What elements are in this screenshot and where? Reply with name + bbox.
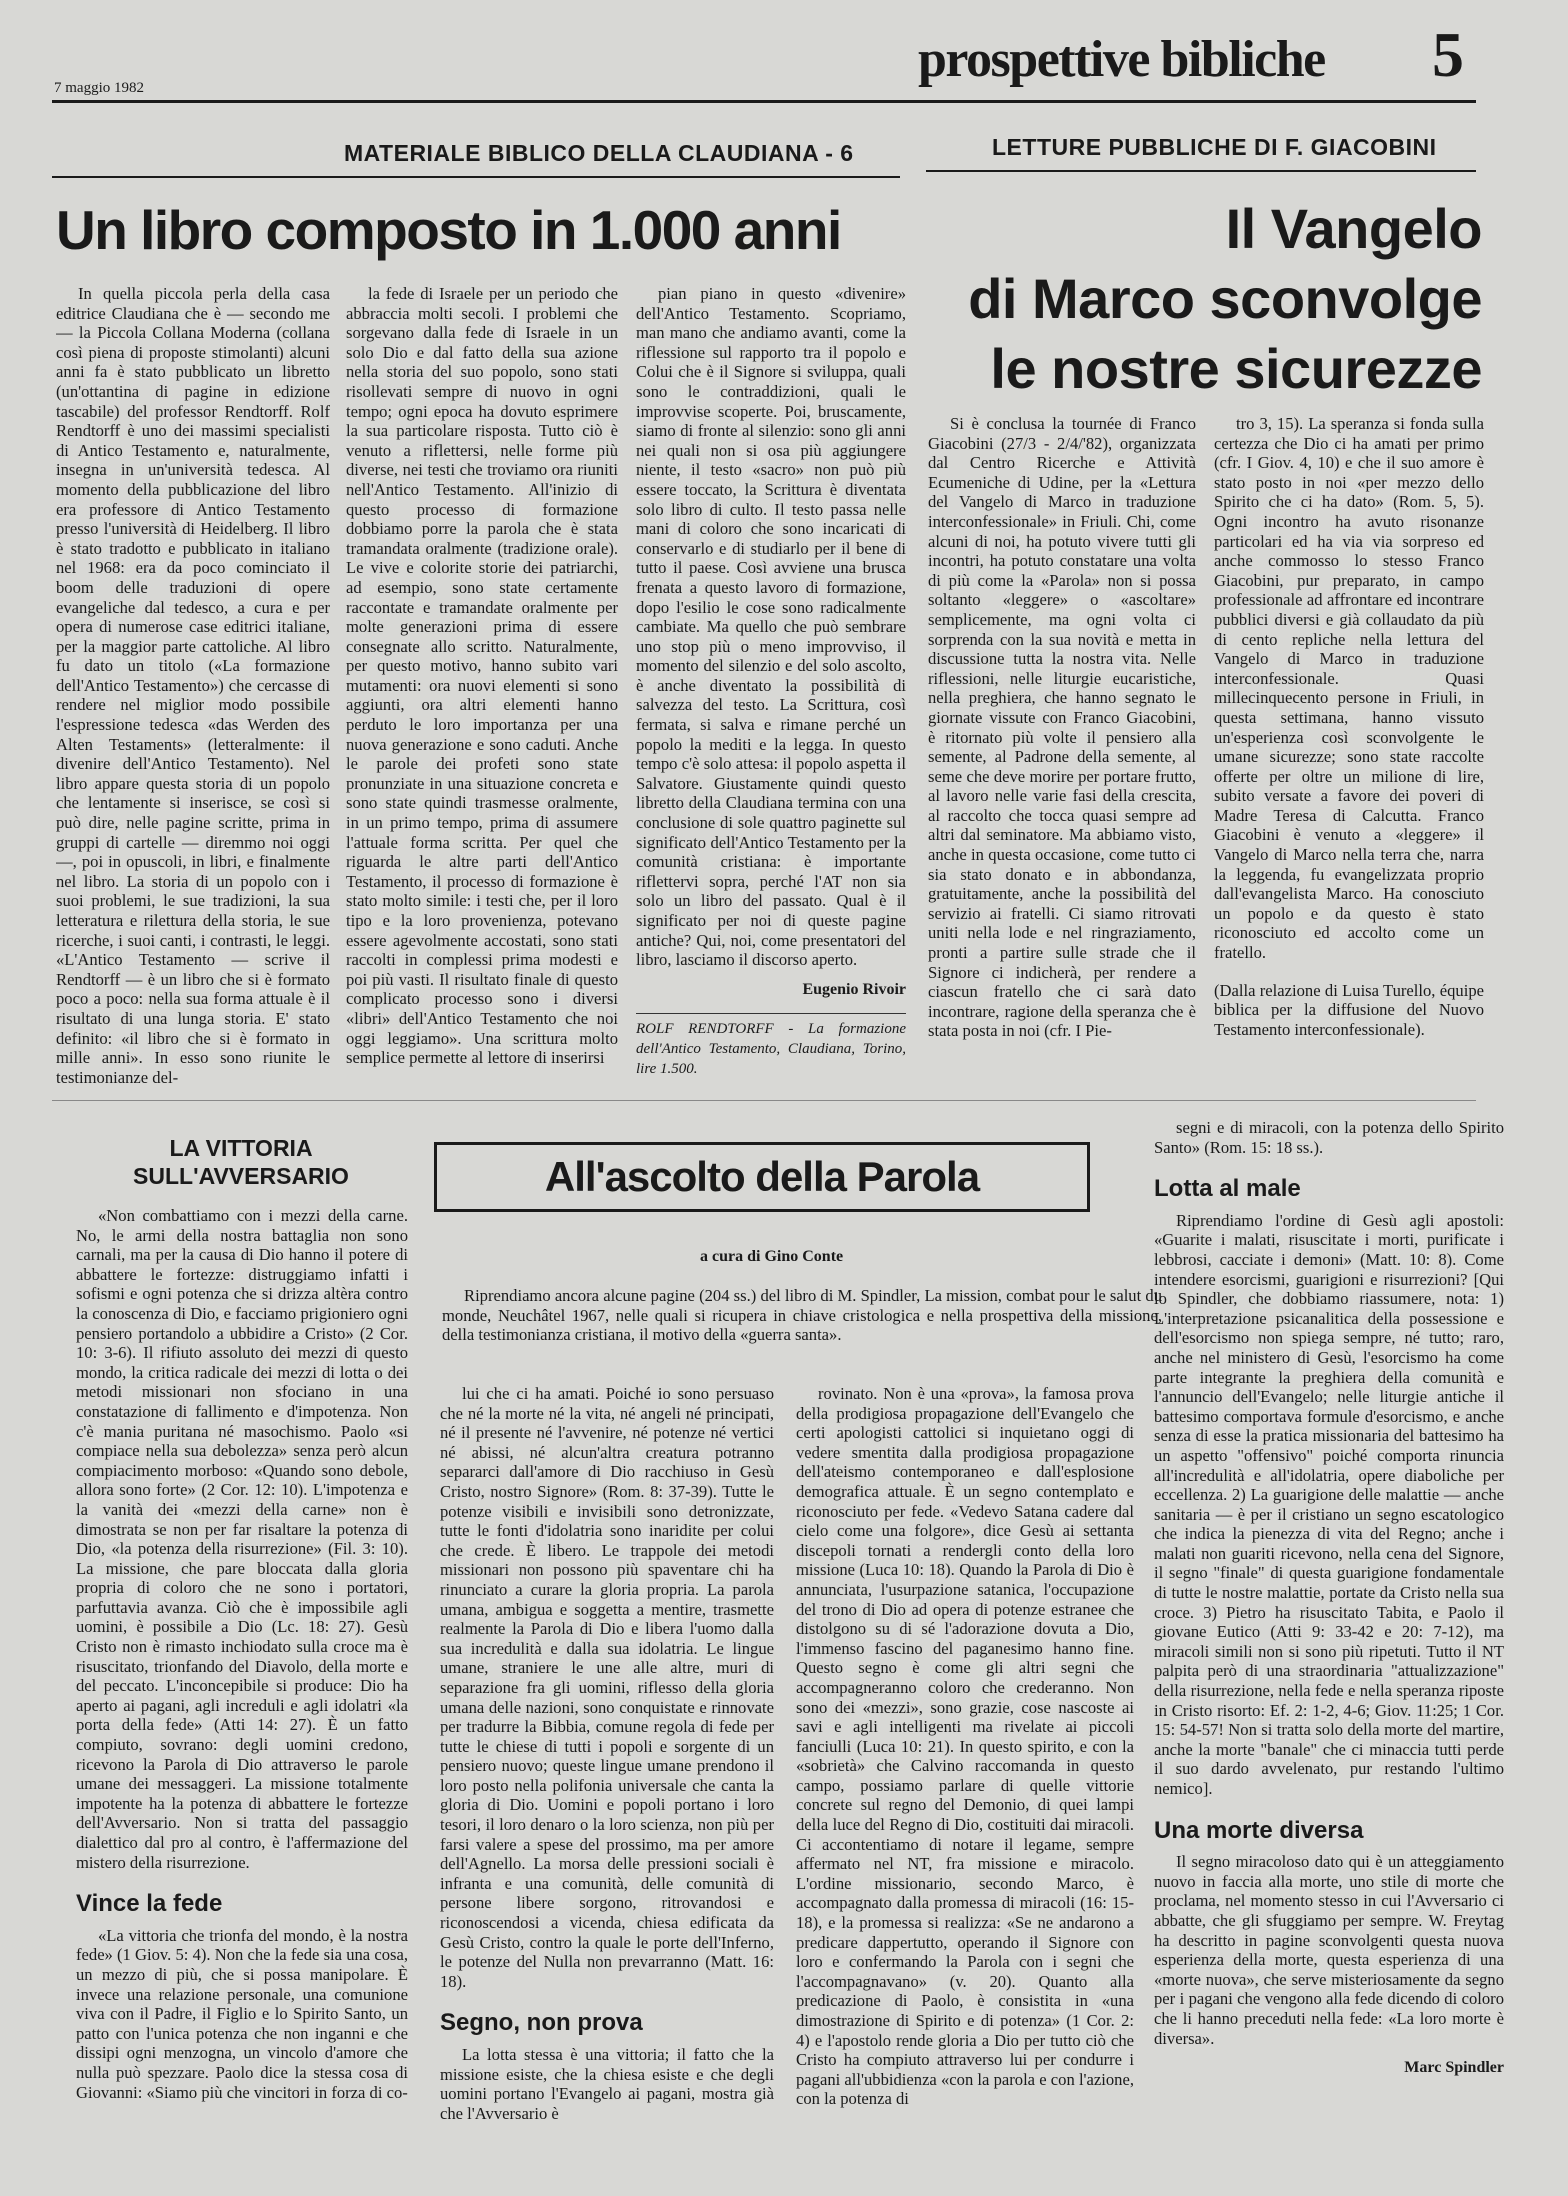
article3-right-col: rovinato. Non è una «prova», la famosa prova della prodigiosa propagazione dell'Evangelo che certi apologisti cattolici si inquietano oggi di vedere smentita dalla prodigiosa propagazione dell'ateismo contemporaneo e dall'esplosione demografica attuale. È un segno contemplato e riconosciuto per fede. «Vedevo Satana cadere dal cielo come una folgore», dice Gesù ai settanta discepoli tornati a rendergli conto della loro missione (Luca 10: 18). Quando la Parola di Dio è annunciata, l'usurpazione satanica, l'occupazione del trono di Dio ad opera di potenze estranee che distolgono su di sé l'adorazione dovuta a Dio, l'immenso fascino del paganesimo hanno fine. Questo segno è come gli altri segni che accompagneranno coloro che crederanno. Non sono dei «mezzi», sono grazie, cose nascoste ai savi e agli intelligenti ma rivelate ai piccoli fanciulli (Luca 10: 21). In questo spirito, e con la «sobrietà» che Calvino raccomanda in questo campo, possiamo parlare di quelle vittorie concrete sul regno del Demonio, di quei lampi della luce del Regno di Dio, costituiti dai miracoli. Ci accontentiamo di notare il legame, sempre affermato nel NT, fra missione e miracolo. L'ordine missionario, secondo Marco, è accompagnato dalla promessa di miracoli (16: 15-18), e la promessa si realizza: «Se ne andarono a predicare dappertutto, operando il Signore con loro e confermando la Parola con i segni che l'accompagnavano» (v. 20). Quanto alla predicazione di Paolo, è consistita in «una dimostrazione di Spirito e di potenza» (1 Cor. 2: 4) e l'apostolo rende gloria a Dio per tutto ciò che Cristo ha compiuto attraverso lui per condurre i pagani all'ubbidienza «con la parola e con l'azione, con la potenza di [796,1384,1134,2109]
lotta-head: Lotta al male [1154,1175,1301,1203]
article1-col1: In quella piccola perla della casa editrice Claudiana che è — secondo me — la Piccola Collana Moderna (collana così piena di proposte stimolanti) alcuni anni fa è stato pubblicato un libretto (un'ottantina di pagine in edizione tascabile) del professor Rendtorff. Rolf Rendtorff è uno dei massimi specialisti di Antico Testamento e, naturalmente, insegna in un'università tedesca. Al momento della pubblicazione del libro era professore di Antico Testamento presso l'università di Heidelberg. Il libro è stato tradotto e pubblicato in italiano nel 1968: era da poco cominciato il boom delle traduzioni di opere evangeliche dal tedesco, a cura e per opera di numerose case editrici italiane, per la maggior parte cattoliche. Al libro fu dato un titolo («La formazione dell'Antico Testamento») che cercasse di rendere nel miglior modo possibile l'espressione tedesca «das Werden des Alten Testaments» (letteralmente: il divenire dell'Antico Testamento). Nel libro appare questa storia di un popolo che lentamente si inserisce, se così si può dire, nelle pagine scritte, prima in gruppi di cartelle — diremmo noi oggi —, poi in opuscoli, in libri, e finalmente nel libro. La storia di un popolo con i suoi problemi, le sue tradizioni, la sua letteratura e rilettura della storia, le sue ricerche, i suoi canti, i contrasti, le leggi. «L'Antico Testamento — scrive il Rendtorff — è un libro che si è formato poco a poco: nella sua forma attuale è il risultato di una lunga storia. E' stato definito: «il libro che si è formato in mille anni». In esso sono riunite le testimonianze del- [56,284,330,1087]
article1-author: Eugenio Rivoir [802,980,906,998]
masthead-rule [52,100,1476,103]
article2-col2: tro 3, 15). La speranza si fonda sulla certezza che Dio ci ha amati per primo (cfr. I Giov. 4, 10) e che il suo amore è stato posto in noi «per mezzo dello Spirito che ci ha dato» (Rom. 5, 5). Ogni incontro ha avuto risonanze particolari ed ha via via sorpreso ed anche commosso lo stesso Franco Giacobini, pur preparato, in campo professionale ad affrontare ed incontrare pubblici diversi e già collaudato da più di cento repliche nella lettura del Vangelo di Marco in traduzione interconfessionale. Quasi millecinquecento persone in Friuli, in questa settimana, hanno vissuto un'esperienza così sconvolgente le umane sicurezze; sono state raccolte offerte per oltre un milione di lire, subito versate a favore dei poveri di Madre Teresa di Calcutta. Franco Giacobini è venuto a «leggere» il Vangelo di Marco nella terra che, narra la leggenda, fu evangelizzata proprio dall'evangelista Marco. Ha conosciuto un popolo e da questo è stato riconosciuto ed accolto come un fratello. (Dalla relazione di Luisa Turello, équipe biblica per la diffusione del Nuovo Testamento interconfessionale). [1214,414,1484,1039]
article1-book-note: ROLF RENDTORFF - La formazione dell'Antico Testamento, Claudiana, Torino, lire 1.500. [636,1013,906,1079]
article1-kicker-rule [52,176,900,178]
article2-headline [900,194,1482,404]
article1-headline: Un libro composto in 1.000 anni [56,199,841,261]
fold-rule [52,1100,1476,1101]
article3-left-col: «Non combattiamo con i mezzi della carne. No, le armi della nostra battaglia non sono carnali, ma per la causa di Dio hanno il potere di abbattere le fortezze: distruggiamo infatti i sofismi e ogni potenza che si drizza altèra contro la conoscenza di Dio, e facciamo prigioniero ogni pensiero portandolo a ubbidire a Cristo» (2 Cor. 10: 3-6). Il rifiuto assoluto dei mezzi di questo mondo, la critica radicale dei mezzi di lotta o dei metodi missionari non sfociano in una constatazione di fallimento e d'impotenza. Non c'è mania puritana né masochismo. Paolo «si compiace nella sua debolezza» senza però alcun compiacimento morboso: «Quando sono debole, allora sono forte» (2 Cor. 12: 10). L'impotenza e la vanità dei «mezzi della carne» non è dimostrata se non per far risaltare la potenza di Dio, «la potenza della risurrezione» (Fil. 3: 10). La missione, che pare bloccata dalla gloria propria di coloro che ne sono i portatori, parfuttavia avanza. Ciò che è impossibile agli uomini, è possibile a Dio (Lc. 18: 27). Gesù Cristo non è rimasto inchiodato sulla croce ma è risuscitato, trionfando del Diavolo, della morte e del peccato. L'inconcepibile si produce: Dio ha aperto ai pagani, agli increduli e agli idolatri «la porta della fede» (Atti 14: 27). È un fatto compiuto, sovrano: degli uomini credono, ricevono la Parola di Dio attraverso le parole umane dei messaggeri. La missione totalmente impotente ha la potenza di abbattere le fortezze dell'Avversario. Non si tratta del passaggio dialettico dal pro al contro, è l'affermazione del mistero della risurrezione. Vince la fede «La vittoria che trionfa del mondo, è la nostra fede» (1 Giov. 5: 4). Non che la fede sia una cosa, un mezzo di più, che si possa manipolare. È invece una relazione personale, una comunione viva con il Padre, il Figlio e lo Spirito Santo, un patto con l'unica potenza che non inganni e che dissipi ogni menzogna, un vincolo d'amore che nulla può spezzare. Paolo dice la stessa cosa di Giovanni: «Siamo più che vincitori in forza di co- [76,1206,408,2102]
article3-mid-col: lui che ci ha amati. Poiché io sono persuaso che né la morte né la vita, né angeli né principati, né il presente né l'avvenire, né potenze né vertici né abissi, né alcun'altra creatura potranno separarci dall'amore di Dio racchiuso in Gesù Cristo, nostro Signore» (Rom. 8: 37-39). Tutte le potenze visibili e invisibili sono detronizzate, tutte le fonti d'idolatria sono inaridite per colui che crede. È libero. Le trappole dei metodi missionari non possono più spaventare chi ha rinunciato a curare la gloria propria. La parola umana, ambigua e soggetta a mentire, trasmette realmente la Parola di Dio e libera l'uomo dalla sua incredulità e dalla sua idolatria. Le lingue umane, straniere le une alle altre, muri di separazione fra gli uomini, riflesso della gloria umana delle nazioni, sono conquistate e rinnovate per tradurre la Bibbia, comune regola di fede per tutte le chiese di tutti i popoli e sorgente di un pensiero nuovo; queste lingue umane prendono il loro posto nella polifonia universale che canta la gloria di Dio. Uomini e popoli portano i loro tesori, il loro denaro o la loro scienza, non più per farsi valere a spese del prossimo, ma per amore dell'Agnello. La morsa delle pressioni sociali è infranta e una comunità, delle comunità di persone libere sorgono, ritrovandosi e riconoscendosi a vicenda, chiesa edificata da Gesù Cristo, contro la quale le porte dell'Inferno, le potenze del Nulla non prevarranno (Matt. 16: 18). Segno, non prova La lotta stessa è una vittoria; il fatto che la missione esiste, che la chiesa esiste e che degli uomini portano l'Evangelo ai pagani, mostra già che l'Avversario è [440,1384,774,2123]
morte-head: Una morte diversa [1154,1816,1364,1844]
article2-headline-line2: di Marco sconvolge [968,267,1482,330]
article2-headline-line1: Il Vangelo [1225,197,1482,260]
article3-left-head: LA VITTORIA SULL'AVVERSARIO [133,1135,349,1189]
article1-col3: pian piano in questo «divenire» dell'Antico Testamento. Scopriamo, man mano che andiamo avanti, come la riflessione sul rapporto tra il popolo e Colui che è il Signore si sviluppa, quali sono le contraddizioni, quali le improvvise scoperte. Poi, bruscamente, siamo di fronte al silenzio: sono gli anni nei quali non si osa più aggiungere niente, il testo «sacro» non può più essere toccato, la Scrittura è diventata solo libro di culto. Il testo passa nelle mani di coloro che sono incaricati di conservarlo e di studiarlo per il bene di tutto il paese. Così avviene una brusca frenata a questo lavoro di formazione, dopo l'esilio le cose sono radicalmente cambiate. Ma quello che può sembrare uno stop più o meno improvviso, il momento del silenzio e del solo ascolto, è anche diventato la possibilità di salvezza del testo. La Scrittura, così fermata, si salva e rimane perché un popolo la mediti e la legga. In questo tempo c'è solo attesa: il popolo aspetta il Salvatore. Giustamente quindi questo libretto della Claudiana termina con una conclusione di sole quattro paginette sul significato dell'Antico Testamento per la comunità cristiana: è importante riflettervi sopra, perché l'AT non sia solo un libro del passato. Qual è il significato per noi di queste pagine antiche? Qui, noi, come presentatori del libro, lasciamo il discorso aperto. Eugenio Rivoir ROLF RENDTORFF - La formazione dell'Antico Testamento, Claudiana, Torino, lire 1.500. [636,284,906,1094]
masthead-title: prospettive bibliche [918,31,1325,88]
article2-note: (Dalla relazione di Luisa Turello, équipe biblica per la diffusione del Nuovo Testamento interconfessionale). [1214,980,1484,1039]
article3-author: Marc Spindler [1404,2059,1504,2077]
article3-far-col: segni e di miracoli, con la potenza dello Spirito Santo» (Rom. 15: 18 ss.). Lotta al male Riprendiamo l'ordine di Gesù agli apostoli: «Guarite i malati, risuscitate i morti, purificate i lebbrosi, cacciate i demoni» (Matt. 10: 8). Come intendere esorcismi, guarigioni e risurrezioni? [Qui lo Spindler, che dobbiamo riassumere, nota: 1) L'interpretazione psicanalitica della possessione e dell'esorcismo non spiega sempre, né tutto; raro, anche nel ministero di Gesù, l'esorcismo ha come parte integrante la preghiera della comunità e l'annuncio dell'Evangelo; nelle liturgie antiche il battesimo comportava formule d'esorcismo, e anche senza di esse la pratica missionaria del battesimo ha un aspetto "offensivo" poiché comporta rinuncia all'incredulità e all'idolatria, opere diaboliche per eccellenza. 2) La guarigione delle malattie — anche sanitaria — è per il cristiano un segno escatologico che indica la pienezza di vita del Regno; anche i malati non guariti ricevono, nella cena del Signore, il segno "finale" di questa guarigione fondamentale di tutte le nostre malattie, portate da Cristo nella sua croce. 3) Pietro ha risuscitato Tabita, e Paolo il giovane Eutico (Atti 9: 33-42 e 20: 7-12), ma miracoli simili non si sono più ripetuti. Tutto il NT palpita però di una straordinaria "attualizzazione" della risurrezione, nella fede e nella speranza riposte in Cristo risorto: Ef. 2: 1-2, 4-6; Giov. 11:25; 1 Cor. 15: 54-57! Non si tratta solo della morte del martire, anche la morte "banale" che ci minaccia tutti perde il suo dardo avvelenato, pur restando l'ultimo nemico]. Una morte diversa Il segno miracoloso dato qui è un atteggiamento nuovo in faccia alla morte, uno stile di morte che proclama, nel momento stesso in cui l'Avversario ci abbatte, che gli sfuggiamo per sempre. W. Freytag ha descritto in pagine sconvolgenti questa nuova esperienza della morte, questa esperienza di una «morte nuova», che serve misteriosamente da segno per i pagani che vengono alla fede dicendo di coloro che li hanno preceduti nella fede: «La loro morte è diversa». Marc Spindler [1154,1118,1504,2077]
article1-kicker: MATERIALE BIBLICO DELLA CLAUDIANA - 6 [344,140,854,166]
article3-byline: a cura di Gino Conte [700,1248,844,1265]
vince-head: Vince la fede [76,1890,223,1918]
article2-headline-line3: le nostre sicurezze [990,337,1482,400]
segno-head: Segno, non prova [440,2009,643,2037]
article3-headline: All'ascolto della Parola [434,1142,1090,1212]
article2-kicker-rule [926,170,1476,172]
page-number: 5 [1432,19,1464,90]
article3-intro: Riprendiamo ancora alcune pagine (204 ss.) del libro di M. Spindler, La mission, combat pour le salut du monde, Neuchâtel 1967, nelle quali si ricupera in chiave cristologica e nella prospettiva della missione, della testimonianza cristiana, il motivo della «guerra santa». [442,1286,1162,1345]
article2-kicker: LETTURE PUBBLICHE DI F. GIACOBINI [992,134,1437,160]
masthead-date: 7 maggio 1982 [54,80,144,96]
article1-col2: la fede di Israele per un periodo che abbraccia molti secoli. I problemi che sorgevano dalla fede di Israele in un solo Dio e dal fatto della sua azione nella storia del suo popolo, sono stati risollevati sempre di nuovo in ogni tempo; ogni epoca ha dovuto esprimere la sua particolare risposta. Tutto ciò è venuto a riflettersi, nelle forme più diverse, nei testi che troviamo ora riuniti nell'Antico Testamento. All'inizio di questo processo di formazione dobbiamo porre la parola che è stata tramandata oralmente (tradizione orale). Le vive e colorite storie dei patriarchi, ad esempio, sono state certamente raccontate e tramandate oralmente per molte generazioni prima di essere consegnate allo scritto. Naturalmente, per questo motivo, hanno subito vari mutamenti: ora nuovi elementi si sono aggiunti, ora altri elementi hanno perduto le loro importanza per una nuova generazione e sono caduti. Anche le parole dei profeti sono state pronunziate in una situazione concreta e sono state quindi trasmesse oralmente, in un primo tempo, prima di assumere l'attuale forma scritta. Per quel che riguarda le altre parti dell'Antico Testamento, il processo di formazione è stato molto simile: i testi che, per il loro tipo e la loro provenienza, potevano essere agevolmente accostati, sono stati raccolti in complessi prima modesti e poi più vasti. Il risultato finale di questo complicato processo sono i diversi «libri» dell'Antico Testamento che noi oggi leggiamo». Una scrittura molto semplice permette al lettore di inserirsi [346,284,618,1068]
article2-col1: Si è conclusa la tournée di Franco Giacobini (27/3 - 2/4/'82), organizzata dal Centro Ricerche e Attività Ecumeniche di Udine, per la «Lettura del Vangelo di Marco in traduzione interconfessionale» in Friuli. Chi, come alcuni di noi, ha potuto vivere tutti gli incontri, ha potuto constatare una volta di più come la «Parola» non si possa soltanto «leggere» o «ascoltare» semplicemente, ma ogni volta ci sorprenda con la sua novità e metta in discussione tutta la nostra vita. Nelle riflessioni, nelle liturgie eucaristiche, nella preghiera, che hanno segnato le giornate vissute con Franco Giacobini, è ritornato più volte il pensiero alla semente, al Padrone della semente, al seme che deve morire per portare frutto, al lavoro nelle varie fasi della crescita, al raccolto che tocca quasi sempre ad altri dal seminatore. Ma abbiamo visto, anche in questa occasione, come tutto ci sia stato donato e in abbondanza, gratuitamente, anche la possibilità del servizio ai fratelli. Ci siamo ritrovati uniti nella lode e nel ringraziamento, pronti a partire sulle strade che il Signore ci indicherà, per rendere a ciascun fratello che ci sarà dato incontrare, ragione della speranza che è stata posta in noi (cfr. I Pie- [928,414,1196,1041]
